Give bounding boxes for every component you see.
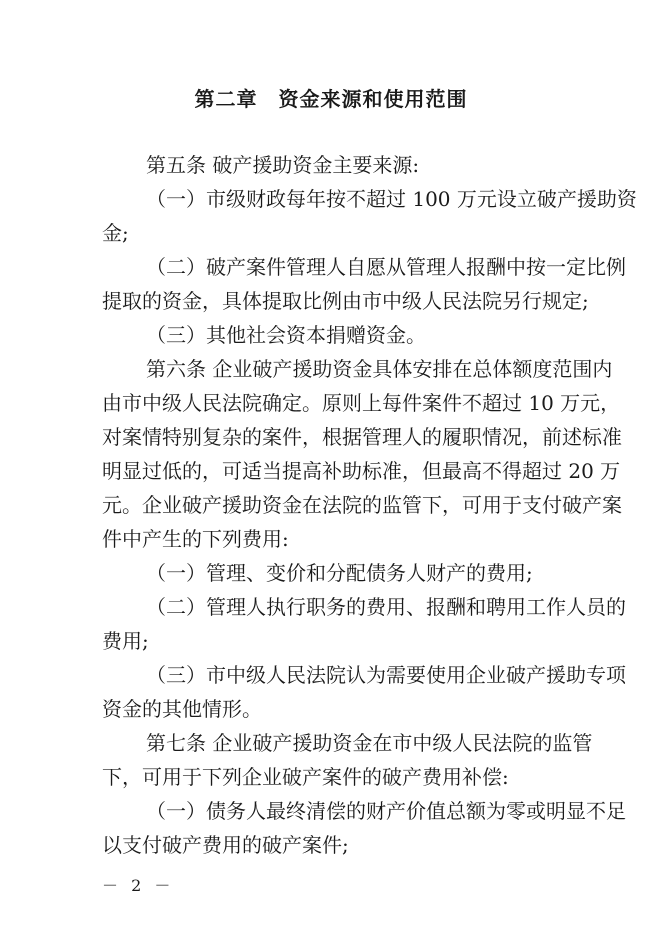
text-line: 资金的其他情形。: [102, 697, 262, 721]
text-line: （一）管理、变价和分配债务人财产的费用;: [146, 561, 533, 585]
text-line: 第五条 破产援助资金主要来源:: [146, 153, 420, 177]
text-line: （一）债务人最终清偿的财产价值总额为零或明显不足: [146, 799, 626, 823]
text-line: （三）其他社会资本捐赠资金。: [146, 323, 426, 347]
text-line: （一）市级财政每年按不超过 100 万元设立破产援助资: [146, 187, 637, 211]
text-line: 第六条 企业破产援助资金具体安排在总体额度范围内: [146, 357, 613, 381]
text-line: 第七条 企业破产援助资金在市中级人民法院的监管: [146, 731, 593, 755]
document-body: [102, 148, 637, 862]
chapter-title: 第二章 资金来源和使用范围: [194, 87, 468, 111]
text-line: 提取的资金，具体提取比例由市中级人民法院另行规定;: [102, 289, 589, 313]
text-line: 对案情特别复杂的案件，根据管理人的履职情况，前述标准: [102, 425, 622, 449]
text-line: （三）市中级人民法院认为需要使用企业破产援助专项: [146, 663, 626, 687]
text-line: 明显过低的，可适当提高补助标准，但最高不得超过 20 万: [102, 459, 621, 483]
text-line: 元。企业破产援助资金在法院的监管下，可用于支付破产案: [102, 493, 622, 517]
text-line: 金;: [102, 221, 129, 245]
text-line: （二）破产案件管理人自愿从管理人报酬中按一定比例: [146, 255, 626, 279]
text-line: 件中产生的下列费用:: [102, 527, 289, 551]
text-line: 以支付破产费用的破产案件;: [102, 833, 349, 857]
text-line: 由市中级人民法院确定。原则上每件案件不超过 10 万元，: [102, 391, 621, 415]
text-line: （二）管理人执行职务的费用、报酬和聘用工作人员的: [146, 595, 626, 619]
page-number: － 2 －: [102, 876, 175, 895]
text-line: 下，可用于下列企业破产案件的破产费用补偿:: [102, 765, 509, 789]
text-line: 费用;: [102, 629, 149, 653]
